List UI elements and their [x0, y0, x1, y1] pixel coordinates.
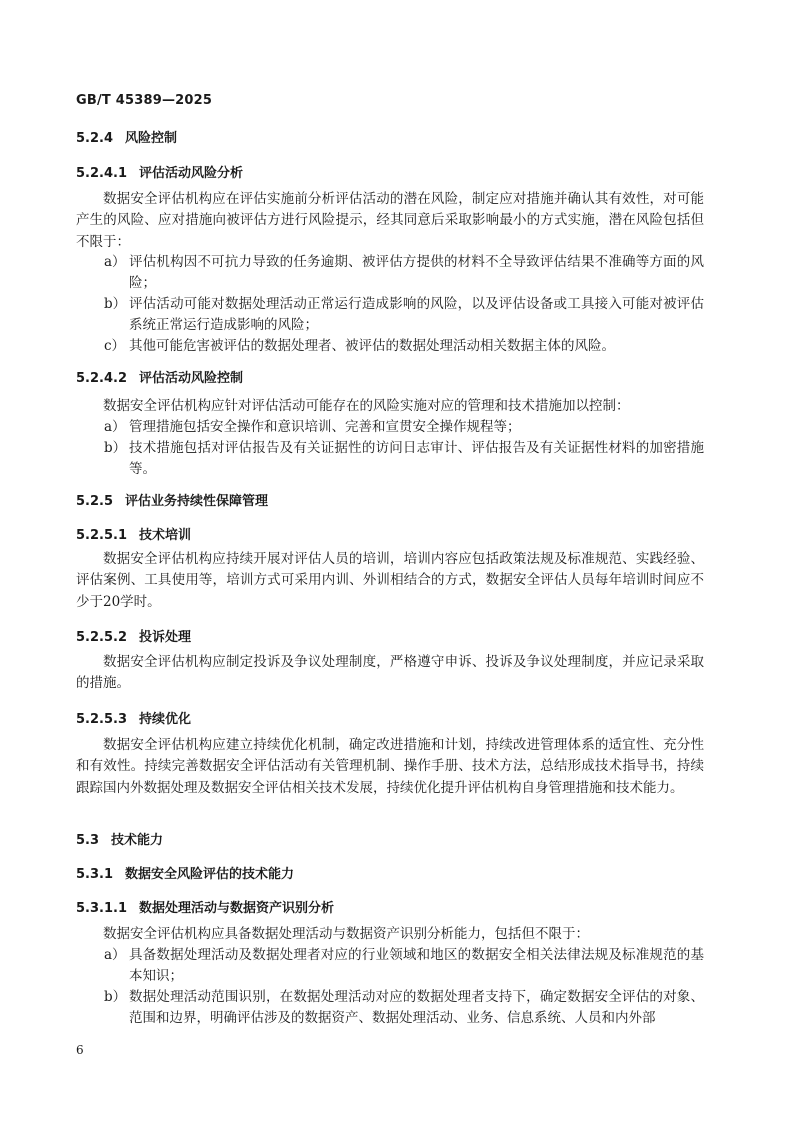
section-heading-5-3-1-1 [76, 897, 334, 916]
section-number: 5.2.4.1 [76, 166, 127, 181]
list-item-text: 其他可能危害被评估的数据处理者、被评估的数据处理活动相关数据主体的风险。 [129, 338, 615, 354]
paragraph: 数据安全评估机构应针对评估活动可能存在的风险实施对应的管理和技术措施加以控制： [103, 398, 630, 414]
section-number: 5.2.4.2 [76, 371, 127, 386]
section-title: 评估活动风险控制 [139, 371, 244, 386]
paragraph: 数据安全评估机构应具备数据处理活动与数据资产识别分析能力，包括但不限于： [103, 926, 589, 942]
section-title: 数据安全风险评估的技术能力 [125, 867, 295, 882]
section-heading-5-2-5-2 [76, 626, 191, 645]
section-number: 5.3 [76, 833, 100, 848]
list-marker: a） [104, 419, 126, 435]
paragraph: 数据安全评估机构应持续开展对评估人员的培训，培训内容应包括政策法规及标准规范、实践经验、评估案例、工具使用等，培训方式可采用内训、外训相结合的方式，数据安全评估人员每年培训时间应不少于20学时。 [76, 551, 704, 610]
list-item-text: 管理措施包括安全操作和意识培训、完善和宣贯安全操作规程等； [129, 419, 521, 435]
section-title: 技术能力 [111, 833, 164, 848]
section-heading-5-2-5-3 [76, 708, 191, 727]
section-title: 技术培训 [139, 528, 192, 543]
section-title: 风险控制 [125, 131, 178, 146]
list-item [104, 987, 704, 1030]
list-marker: b） [104, 989, 127, 1005]
section-title: 数据处理活动与数据资产识别分析 [139, 901, 335, 916]
list-item [104, 294, 704, 337]
paragraph: 数据安全评估机构应在评估实施前分析评估活动的潜在风险，制定应对措施并确认其有效性，对可能产生的风险、应对措施向被评估方进行风险提示，经其同意后采取影响最小的方式实施，潜在风险包括但不限于： [76, 191, 704, 250]
section-heading-5-3-1 [76, 863, 294, 882]
section-title: 投诉处理 [139, 630, 192, 645]
list-item-text: 数据处理活动范围识别，在数据处理活动对应的数据处理者支持下，确定数据安全评估的对象、范围和边界，明确评估涉及的数据资产、数据处理活动、业务、信息系统、人员和内外部 [129, 989, 704, 1027]
section-number: 5.3.1.1 [76, 901, 127, 916]
section-number: 5.2.5.1 [76, 528, 127, 543]
list-item [104, 252, 704, 295]
section-heading-5-2-4-2 [76, 367, 243, 386]
section-number: 5.3.1 [76, 867, 114, 882]
section-heading-5-2-5 [76, 490, 268, 509]
list-marker: a） [104, 947, 126, 963]
section-title: 评估业务持续性保障管理 [125, 494, 269, 509]
list-item-text: 评估活动可能对数据处理活动正常运行造成影响的风险，以及评估设备或工具接入可能对被评估系统正常运行造成影响的风险； [129, 296, 704, 334]
list-marker: a） [104, 254, 126, 270]
standard-number: GB/T 45389—2025 [76, 93, 213, 108]
list-marker: b） [104, 440, 127, 456]
section-number: 5.2.5.2 [76, 630, 127, 645]
list-item-text: 评估机构因不可抗力导致的任务逾期、被评估方提供的材料不全导致评估结果不准确等方面的风险； [129, 254, 704, 292]
section-heading-5-2-5-1 [76, 524, 191, 543]
list-item [104, 438, 704, 481]
section-number: 5.2.4 [76, 131, 114, 146]
section-number: 5.2.5 [76, 494, 114, 509]
list-item [104, 417, 704, 438]
paragraph: 数据安全评估机构应建立持续优化机制，确定改进措施和计划，持续改进管理体系的适宜性、充分性和有效性。持续完善数据安全评估活动有关管理机制、操作手册、技术方法，总结形成技术指导书，持续跟踪国内外数据处理及数据安全评估相关技术发展，持续优化提升评估机构自身管理措施和技术能力。 [76, 737, 704, 796]
page-number: 6 [76, 1043, 84, 1057]
section-heading-5-2-4-1 [76, 162, 243, 181]
list-item-text: 技术措施包括对评估报告及有关证据性的访问日志审计、评估报告及有关证据性材料的加密措施等。 [129, 440, 704, 478]
section-number: 5.2.5.3 [76, 712, 127, 727]
paragraph: 数据安全评估机构应制定投诉及争议处理制度，严格遵守申诉、投诉及争议处理制度，并应记录采取的措施。 [76, 654, 704, 692]
section-title: 评估活动风险分析 [139, 166, 244, 181]
section-title: 持续优化 [139, 712, 192, 727]
list-item [104, 336, 704, 357]
list-item [104, 945, 704, 988]
list-item-text: 具备数据处理活动及数据处理者对应的行业领域和地区的数据安全相关法律法规及标准规范的基本知识； [129, 947, 704, 985]
list-marker: c） [104, 338, 126, 354]
section-heading-5-3 [76, 829, 163, 848]
list-marker: b） [104, 296, 127, 312]
section-heading-5-2-4 [76, 127, 177, 146]
